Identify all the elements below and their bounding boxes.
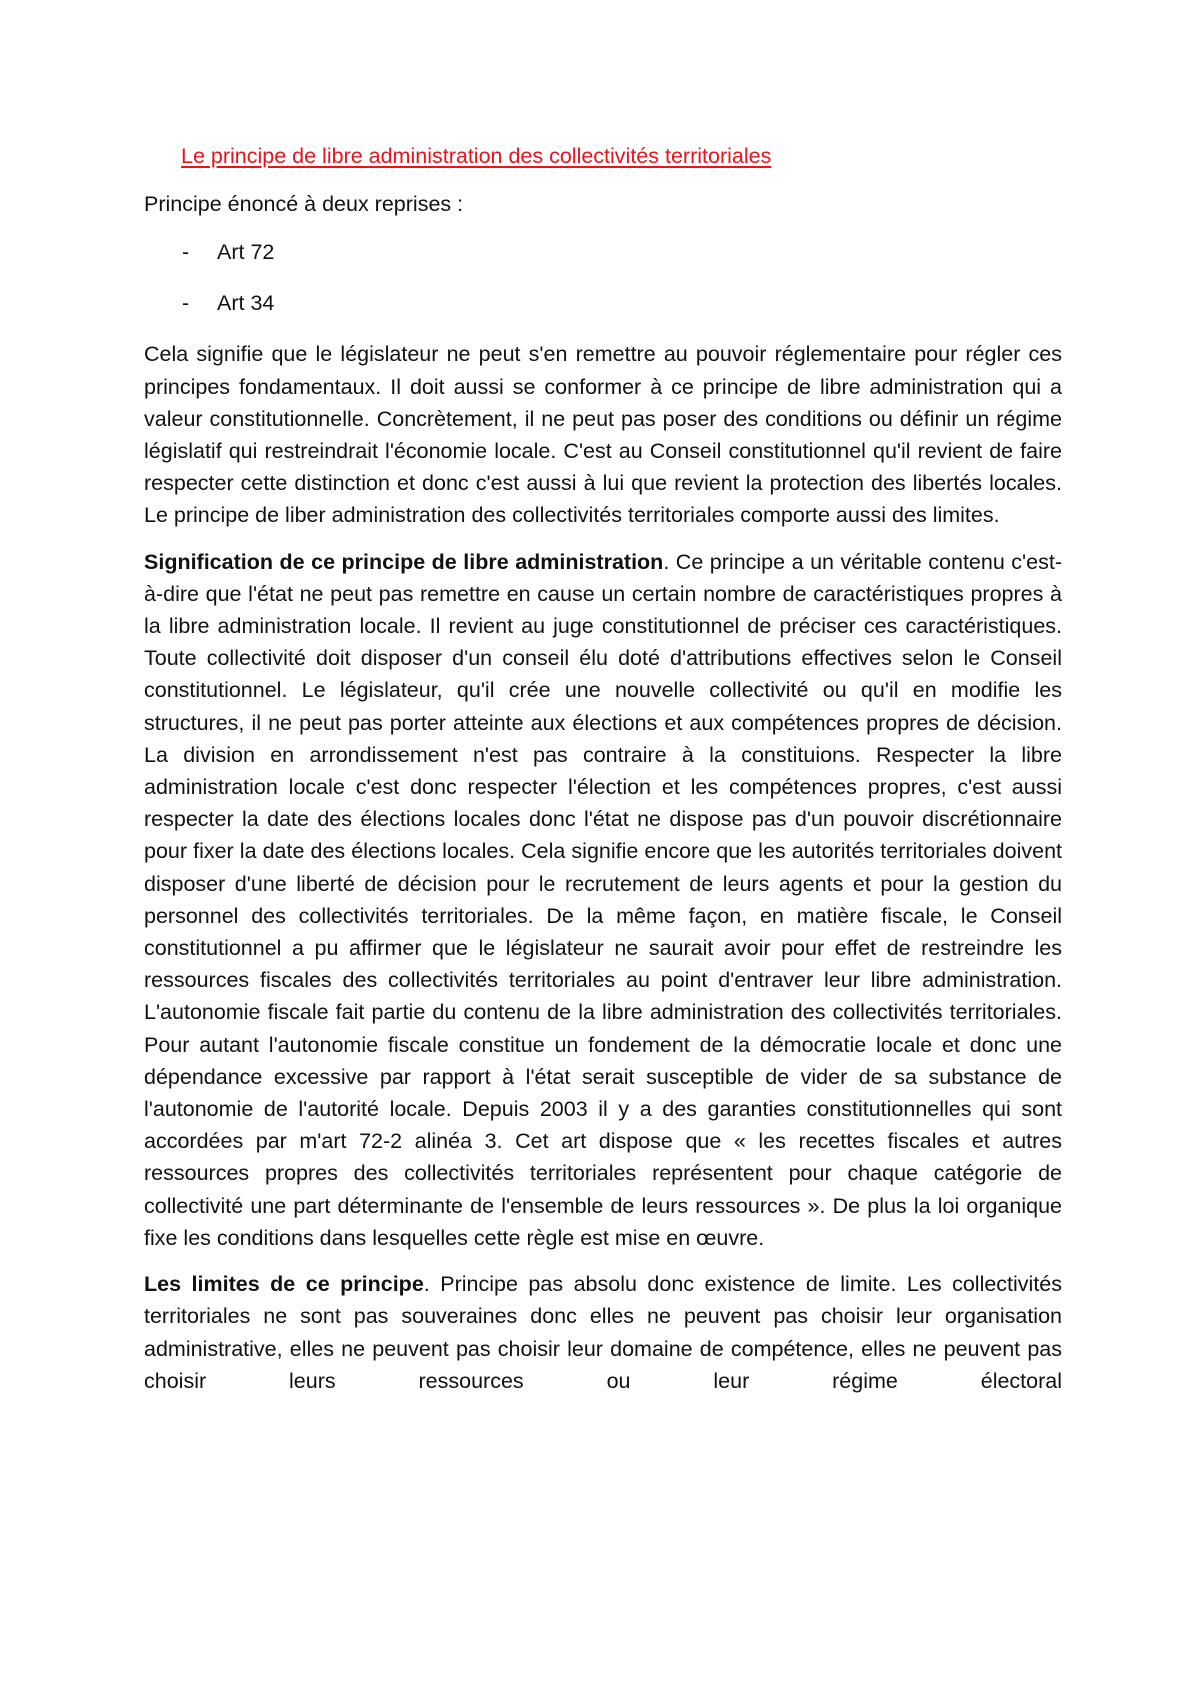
paragraph-meaning: Cela signifie que le législateur ne peut s'en remettre au pouvoir réglementaire pour régler ces principes fondamentaux. Il doit aussi se conformer à ce principe de libre administration qui a valeur constitutionnelle. Concrètement, il ne peut pas poser des conditions ou définir un régime législatif qui restreindrait l'économie locale. C'est au Conseil constitutionnel qu'il revient de faire respecter cette distinction et donc c'est aussi à lui que revient la protection des libertés locales. Le principe de liber administration des collectivités territoriales comporte aussi des limites. [144, 342, 1062, 528]
section-heading-signification: Signification de ce principe de libre administration [144, 549, 664, 574]
list-bullet: - [182, 291, 190, 316]
list-bullet: - [182, 240, 190, 265]
section-text-signification: . Ce principe a un véritable contenu c'est-à-dire que l'état ne peut pas remettre en cause un certain nombre de caractéristiques propres à la libre administration locale. Il revient au juge constitutionnel de préciser ces caractéristiques. Toute collectivité doit disposer d'un conseil élu doté d'attributions effectives selon le Conseil constitutionnel. Le législateur, qu'il crée une nouvelle collectivité ou qu'il en modifie les structures, il ne peut pas porter atteinte aux élections et aux compétences propres de décision. La division en arrondissement n'est pas contraire à la constituions. Respecter la libre administration locale c'est donc respecter l'élection et les compétences propres, c'est aussi respecter la date des élections locales donc l'état ne dispose pas d'un pouvoir discrétionnaire pour fixer la date des élections locales. Cela signifie encore que les autorités territoriales doivent disposer d'une liberté de décision pour le recrutement de leurs agents et pour la gestion du personnel des collectivités territoriales. De la même façon, en matière fiscale, le Conseil constitutionnel a pu affirmer que le législateur ne saurait avoir pour effet de restreindre les ressources fiscales des collectivités territoriales au point d'entraver leur libre administration. L'autonomie fiscale fait partie du contenu de la libre administration des collectivités territoriales. Pour autant l'autonomie fiscale constitue un fondement de la démocratie locale et donc une dépendance excessive par rapport à l'état serait susceptible de vider de sa substance de l'autonomie de l'autorité locale. Depuis 2003 il y a des garanties constitutionnelles qui sont accordées par m'art 72-2 alinéa 3. Cet art dispose que « les recettes fiscales et autres ressources propres des collectivités territoriales représentent pour chaque catégorie de collectivité une part déterminante de l'ensemble de leurs ressources ». De plus la loi organique fixe les conditions dans lesquelles cette règle est mise en œuvre. [144, 549, 1062, 1250]
document-title: Le principe de libre administration des collectivités territoriales [181, 144, 772, 168]
list-item [144, 236, 1062, 268]
article-list [144, 236, 1062, 319]
section-signification [144, 546, 1062, 1254]
list-item [144, 287, 1062, 319]
intro-text: Principe énoncé à deux reprises : [144, 192, 464, 217]
section-limites [144, 1268, 1062, 1397]
article-label: Art 34 [217, 291, 275, 316]
article-label: Art 72 [217, 240, 275, 265]
section-text-limites: . Principe pas absolu donc existence de limite. Les collectivités territoriales ne sont pas souveraines donc elles ne peuvent pas choisir leur organisation administrative, elles ne peuvent pas choisir leur domaine de compétence, elles ne peuvent pas choisir leurs ressources ou leur régime électoral [144, 1272, 1063, 1393]
section-heading-limites: Les limites de ce principe [144, 1272, 424, 1297]
document-body [144, 140, 1062, 1411]
